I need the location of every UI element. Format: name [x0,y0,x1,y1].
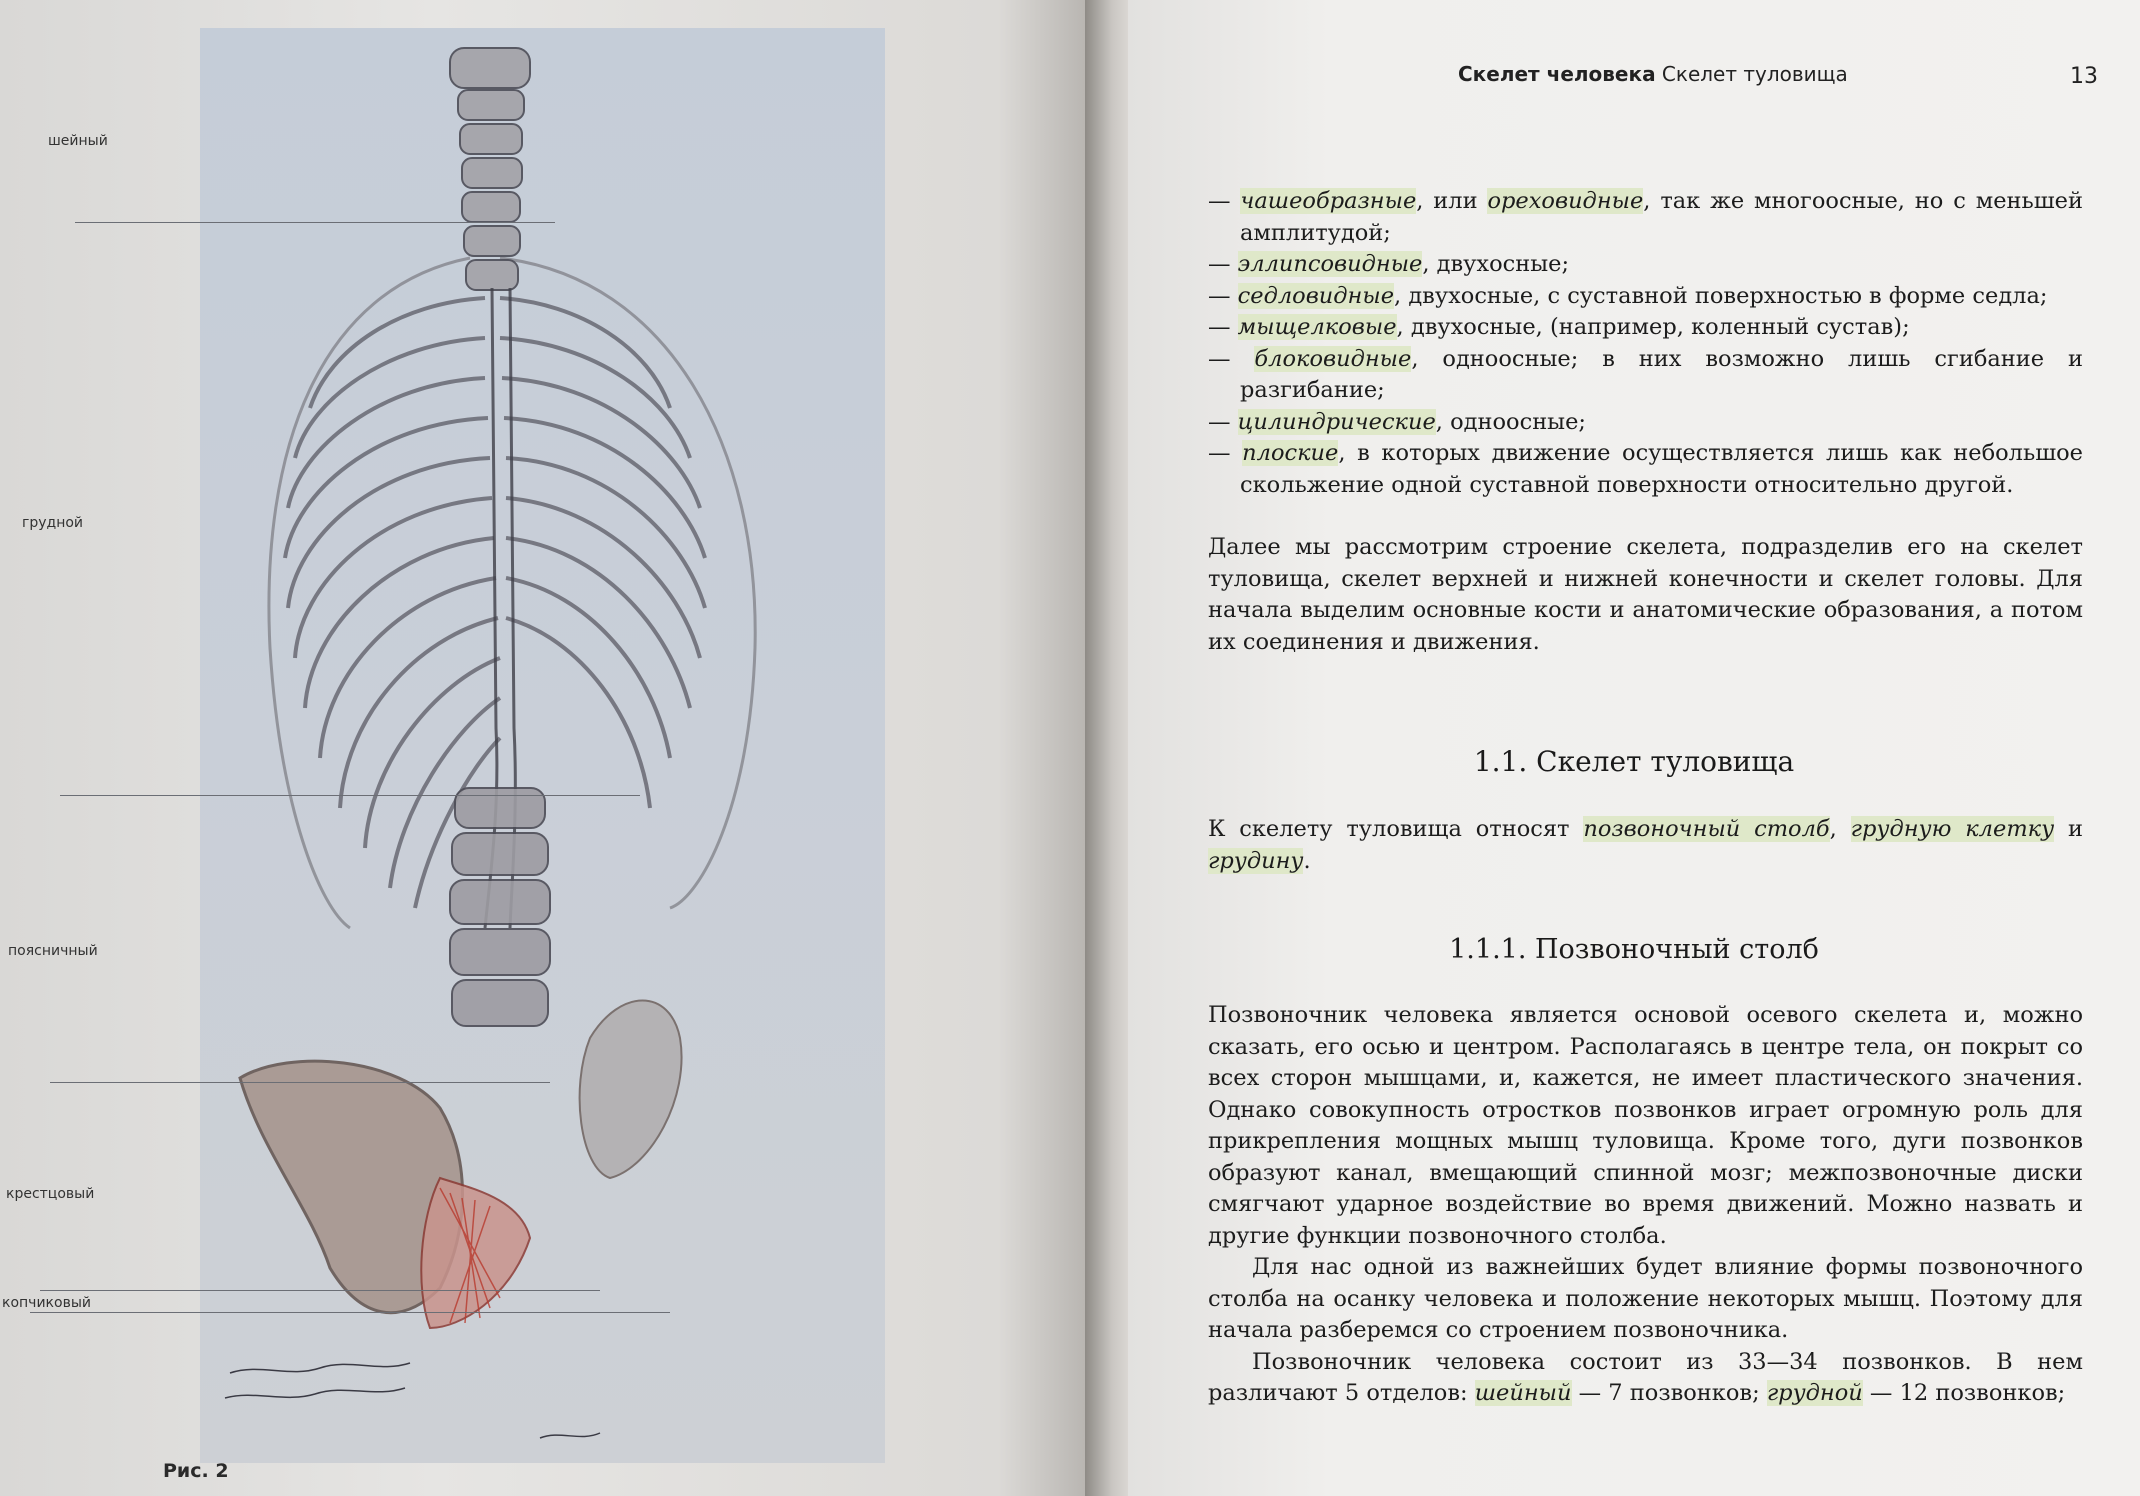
label-sacral: крестцовый [6,1186,95,1202]
label-lumbar: поясничный [8,943,98,959]
list-item: — цилиндрические, одноосные; [1208,408,1586,435]
list-item: — эллипсовидные, двухосные; [1208,251,1570,277]
leader-line-lumbar [50,1082,550,1083]
term-highlight: грудную клетку [1850,816,2055,842]
right-page [1128,0,2140,1496]
paragraph: Позвоночник человека является основой осевого скелета и, можно сказать, его осью и центром. Располагаясь в центре тела, он покрыт со всех сторон мышцами, и, кажется, не имеет пластического значения. Однако совокупность отростков позвонков играет огромную роль для прикрепления мощных мышц туловища. Кроме того, дуги позвонков образуют канал, вмещающий спинной мозг; межпозвоночные диски смягчают ударное воздействие во время движений. Можно назвать и другие функции позвоночного столба. [1208,1002,2083,1249]
joint-types-list [1208,186,2083,501]
term-highlight: грудной [1766,1380,1863,1406]
term-highlight: седловидные [1237,282,1395,309]
term-highlight: чашеобразные [1240,188,1417,214]
skeleton-drawing [200,28,885,1463]
term-highlight: позвоночный столб [1583,816,1830,842]
term-highlight: эллипсовидные [1237,251,1423,277]
figure-caption: Рис. 2 [163,1460,229,1482]
list-item: — плоские, в которых движение осуществляется лишь как небольшое скольжение одной суставной поверхности относительно другой. [1208,440,2084,498]
leader-line-cervical [75,222,555,223]
paragraph: Для нас одной из важнейших будет влияние формы позвоночного столба на осанку человека и положение некоторых мышц. Поэтому для начала разберемся со строением позвоночника. [1208,1254,2083,1343]
term-highlight: мыщелковые [1237,314,1397,340]
spine-text [1208,1000,2083,1410]
label-thoracic: грудной [22,515,84,531]
running-head [1458,62,1848,86]
label-coccygeal: копчиковый [2,1295,91,1311]
term-highlight: грудину [1208,847,1304,874]
leader-line-thoracic [60,795,640,796]
intro-paragraph: Далее мы рассмотрим строение скелета, подразделив его на скелет туловища, скелет верхней и нижней конечности и скелет головы. Для начала выделим основные кости и анатомические образования, а потом их соединения и движения. [1208,534,2083,655]
list-item: — мыщелковые, двухосные, (например, коленный сустав); [1208,314,1910,340]
page-number: 13 [2070,64,2098,89]
leader-line-coccygeal [30,1312,670,1313]
torso-paragraph: К скелету туловища относят позвоночный столб, грудную клетку и грудину. [1208,816,2083,874]
book-gutter [1085,0,1130,1496]
leader-line-sacral [40,1290,600,1291]
term-highlight: цилиндрические [1237,408,1436,435]
paragraph: Позвоночник человека состоит из 33—34 позвонков. В нем различают 5 отделов: шейный — 7 позвонков; грудной — 12 позвонков; [1208,1348,2083,1406]
list-item: — блоковидные, одноосные; в них возможно лишь сгибание и разгибание; [1208,345,2083,403]
term-highlight: ореховидные [1487,188,1644,214]
list-item: — седловидные, двухосные, с суставной поверхностью в форме седла; [1208,282,2048,309]
spine-illustration [200,28,885,1463]
term-highlight: плоские [1242,440,1339,466]
subsection-heading: 1.1.1. Позвоночный столб [1449,934,1819,965]
list-item: — чашеобразные, или ореховидные, так же многоосные, но с меньшей амплитудой; [1208,188,2083,246]
section-heading: 1.1. Скелет туловища [1473,745,1795,778]
label-cervical: шейный [48,133,108,149]
running-head-chapter: Скелет человека [1458,62,1656,86]
running-head-section: Скелет туловища [1661,62,1848,86]
term-highlight: блоковидные [1254,345,1412,372]
term-highlight: шейный [1474,1380,1572,1406]
